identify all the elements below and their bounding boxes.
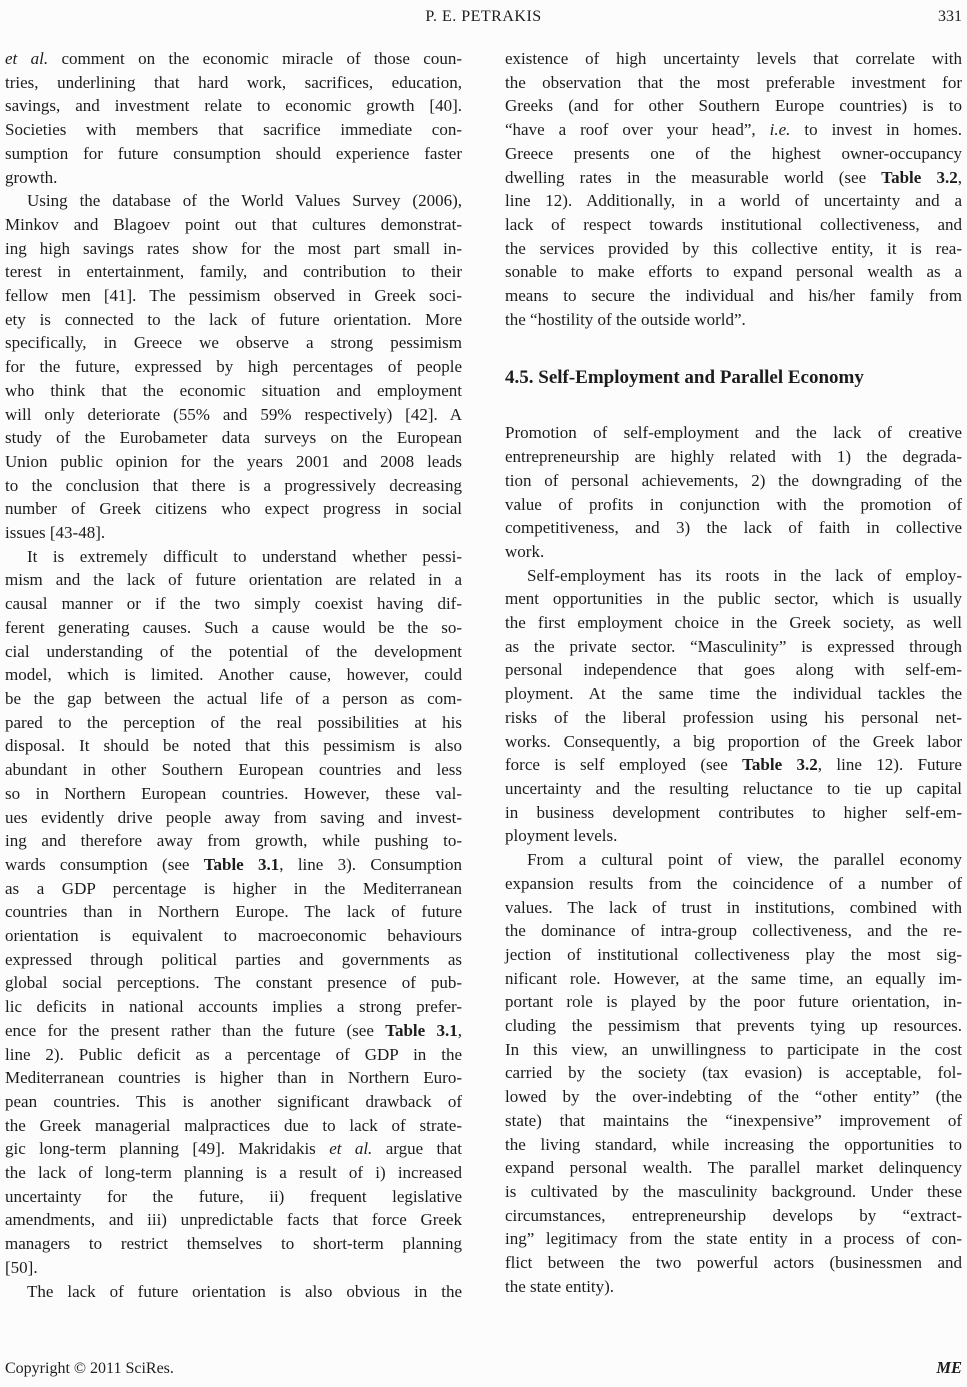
text-line: In this view, an unwillingness to participate in the cost [505,1039,962,1059]
text-line: study of the Eurobameter data surveys on the European [5,428,462,448]
text-line: lic deficits in national accounts implies a strong prefer- [5,997,462,1017]
text-line: the services provided by this collective entity, it is rea- [505,238,962,258]
text-line: ing and therefore away from growth, while pushing to- [5,831,462,851]
text-line: works. Consequently, a big proportion of the Greek labor [505,731,962,751]
text-line: line 2). Public deficit as a percentage of GDP in the [5,1044,462,1064]
text-line: for the future, expressed by high percentages of people [5,357,462,377]
text-line: lowed by the over-indebting of the “other entity” (the [505,1087,962,1107]
text-line: gic long-term planning [49]. Makridakis et al. argue that [5,1139,462,1159]
text-line: portant role is played by the poor future orientation, in- [505,992,962,1012]
text-line: be the gap between the actual life of a person as com- [5,688,462,708]
text-line: so in Northern European countries. However, these val- [5,783,462,803]
text-line: risks of the liberal profession using his personal net- [505,707,962,727]
text-line: means to secure the individual and his/her family from [505,286,962,306]
paragraph [5,47,462,189]
text-line: values. The lack of trust in institutions, combined with [505,897,962,917]
paragraph [505,47,962,331]
paragraph [5,189,462,545]
text-line: global social perceptions. The constant presence of pub- [5,973,462,993]
text-line: carried by the society (tax evasion) is acceptable, fol- [505,1063,962,1083]
text-line: cial understanding of the potential of the development [5,641,462,661]
text-line: entrepreneurship are highly related with 1) the degrada- [505,447,962,467]
journal-abbreviation: ME [936,1358,962,1377]
text-line: specifically, in Greece we observe a strong pessimism [5,333,462,353]
text-line: ployment. At the same time the individual tackles the [505,684,962,704]
left-column [5,47,462,1303]
text-line: Union public opinion for the years 2001 and 2008 leads [5,451,462,471]
text-line: the lack of long-term planning is a result of i) increased [5,1163,462,1183]
text-line: ployment levels. [505,826,618,846]
text-line: tion of personal achievements, 2) the downgrading of the [505,470,962,490]
text-line: line 12). Additionally, in a world of uncertainty and a [505,191,962,211]
text-line: the first employment choice in the Greek society, as well [505,613,962,633]
text-line: flict between the two powerful actors (businessmen and [505,1253,962,1273]
text-line: orientation is equivalent to macroeconomic behaviours [5,926,462,946]
text-line: wards consumption (see Table 3.1, line 3). Consumption [5,854,462,874]
text-line: et al. comment on the economic miracle of those coun- [5,49,462,68]
text-line: number of Greek citizens who expect progress in social [5,499,462,519]
text-line: Self-employment has its roots in the lack of employ- [527,565,962,585]
text-line: mism and the lack of future orientation are related in a [5,570,462,590]
text-line: terest in entertainment, family, and contribution to their [5,262,462,282]
page-number: 331 [938,8,962,25]
text-line: model, which is limited. Another cause, however, could [5,665,462,685]
text-line: the observation that the most preferable investment for [505,72,962,92]
text-line: dwelling rates in the measurable world (see Table 3.2, [505,167,962,187]
text-line: ferent generating causes. Such a cause would be the so- [5,617,462,637]
text-line: state) that maintains the “inexpensive” improvement of [505,1110,962,1130]
copyright-notice: Copyright © 2011 SciRes. [5,1360,174,1377]
text-line: growth. [5,167,58,187]
text-line: the living standard, while increasing the opportunities to [505,1134,962,1154]
text-line: jection of institutional collectiveness play the most sig- [505,944,962,964]
text-line: abundant in other Southern European countries and less [5,760,462,780]
text-line: From a cultural point of view, the parallel economy [527,850,962,870]
text-line: the “hostility of the outside world”. [505,309,746,329]
text-line: force is self employed (see Table 3.2, line 12). Future [505,755,962,775]
text-line: nificant role. However, at the same time, an equally im- [505,968,962,988]
text-line: who think that the economic situation and employment [5,380,462,400]
text-line: Promotion of self-employment and the lack of creative [505,423,962,443]
text-line: Using the database of the World Values Survey (2006), [27,191,462,211]
page-footer [5,1358,962,1378]
right-column [505,47,962,1303]
text-line: uncertainty and the resulting reluctance to tie up capital [505,778,962,798]
text-line: sumption for future consumption should experience faster [5,143,462,163]
text-line: ing” legitimacy from the state entity in a process of con- [505,1229,962,1249]
text-line: tries, underlining that hard work, sacrifices, education, [5,72,462,92]
text-line: ety is connected to the lack of future orientation. More [5,309,462,329]
paragraph [505,848,962,1298]
text-line: Societies with members that sacrifice immediate con- [5,120,462,140]
text-line: the state entity). [505,1276,615,1296]
text-line: competitiveness, and 3) the lack of faith in collective [505,518,962,538]
text-line: lack of respect towards institutional collectiveness, and [505,214,962,234]
text-line: amendments, and iii) unpredictable facts that force Greek [5,1210,462,1230]
text-line: managers to restrict themselves to short-term planning [5,1234,462,1254]
text-line: “have a roof over your head”, i.e. to invest in homes. [505,120,962,140]
text-line: as a GDP percentage is higher in the Mediterranean [5,878,462,898]
text-line: expressed through political parties and governments as [5,949,462,969]
text-line: expansion results from the coincidence of a number of [505,873,962,893]
section-heading: 4.5. Self-Employment and Parallel Economy [505,367,864,389]
paragraph [505,564,962,848]
text-line: Minkov and Blagoev point out that cultures demonstrat- [5,214,462,234]
text-line: It is extremely difficult to understand whether pessi- [27,546,462,566]
running-head [5,6,962,28]
text-line: will only deteriorate (55% and 59% respectively) [42]. A [5,404,462,424]
text-line: in business development contributes to higher self-em- [505,802,962,822]
text-line: causal manner or if the two simply coexist having dif- [5,594,462,614]
text-line: is cultivated by the masculinity background. Under these [505,1181,962,1201]
text-line: countries than in Northern Europe. The lack of future [5,902,462,922]
text-line: ence for the present rather than the future (see Table 3.1, [5,1020,462,1040]
text-line: fellow men [41]. The pessimism observed in Greek soci- [5,286,462,306]
text-line: pean countries. This is another significant drawback of [5,1091,462,1111]
two-column-body [5,47,962,1303]
text-line: savings, and investment relate to economic growth [40]. [5,96,462,116]
text-line: the Greek managerial malpractices due to lack of strate- [5,1115,462,1135]
text-line: personal independence that goes along with self-em- [505,660,962,680]
text-line: Greece presents one of the highest owner-occupancy [505,143,962,163]
text-line: cluding the pessimism that prevents tying up resources. [505,1016,962,1036]
text-line: pared to the perception of the real possibilities at his [5,712,462,732]
text-line: the dominance of intra-group collectiveness, and the re- [505,921,962,941]
text-line: circumstances, entrepreneurship develops by “extract- [505,1205,962,1225]
text-line: [50]. [5,1257,38,1277]
text-line: existence of high uncertainty levels that correlate with [505,49,962,68]
text-line: ment opportunities in the public sector, which is usually [505,589,962,609]
paragraph [5,545,462,1280]
text-line: ing high savings rates show for the most part small in- [5,238,462,258]
text-line: sonable to make efforts to expand personal wealth as a [505,262,962,282]
text-line: issues [43-48]. [5,523,106,543]
text-line: Mediterranean countries is higher than in Northern Euro- [5,1068,462,1088]
text-line: ues evidently drive people away from saving and invest- [5,807,462,827]
paragraph [5,1280,462,1304]
text-line: to the conclusion that there is a progressively decreasing [5,475,462,495]
text-line: expand personal wealth. The parallel market delinquency [505,1158,962,1178]
text-line: uncertainty for the future, ii) frequent legislative [5,1186,462,1206]
text-line: Greeks (and for other Southern Europe countries) is to [505,96,962,116]
text-line: as the private sector. “Masculinity” is expressed through [505,636,962,656]
text-line: work. [505,541,545,561]
paragraph [505,421,962,563]
text-line: value of profits in conjunction with the promotion of [505,494,962,514]
text-line: disposal. It should be noted that this pessimism is also [5,736,462,756]
running-title: P. E. PETRAKIS [425,8,542,25]
text-line: The lack of future orientation is also obvious in the [27,1281,462,1301]
